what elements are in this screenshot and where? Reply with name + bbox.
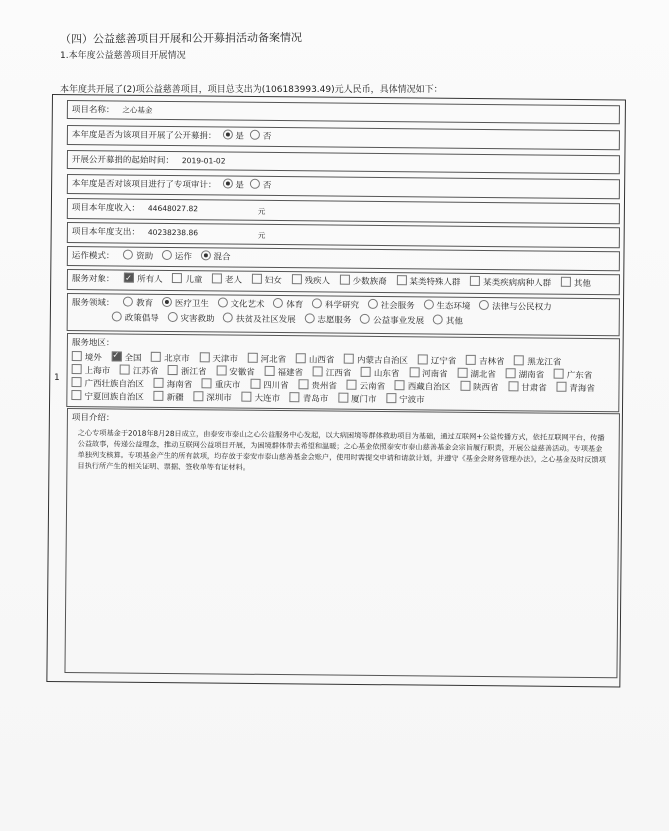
field-radio[interactable]	[218, 297, 228, 307]
region-option: 全国	[124, 353, 142, 364]
fundraising-no-radio[interactable]	[250, 130, 260, 140]
project-name-label: 项目名称：	[71, 105, 115, 116]
field-option: 扶贫及社区发展	[236, 314, 296, 326]
expense-label: 项目本年度支出：	[71, 227, 140, 238]
region-checkbox[interactable]	[168, 365, 178, 375]
region-checkbox[interactable]	[313, 366, 323, 376]
region-option: 河北省	[260, 354, 287, 366]
region-option: 贵州省	[311, 381, 337, 392]
region-option: 北京市	[164, 353, 190, 365]
field-radio[interactable]	[423, 299, 433, 309]
region-option: 青岛市	[302, 394, 329, 405]
mode-mixed-label: 混合	[213, 252, 231, 263]
project-intro-row	[64, 408, 620, 678]
field-option: 志愿服务	[317, 315, 352, 326]
service-field-row	[67, 293, 620, 336]
region-checkbox[interactable]	[248, 353, 258, 363]
mode-operate-label: 运作	[174, 252, 192, 263]
region-option: 山东省	[373, 368, 400, 380]
region-option: 广西壮族自治区	[84, 379, 145, 390]
service-all-checkbox[interactable]	[124, 273, 134, 283]
income-unit: 元	[257, 206, 266, 216]
region-checkbox[interactable]	[154, 391, 164, 401]
public-fundraising-label: 本年度是否为该项目开展了公开募捐：	[71, 130, 217, 142]
service-disease-checkbox[interactable]	[470, 276, 480, 286]
region-option: 云南省	[359, 381, 386, 393]
region-option: 广东省	[566, 370, 593, 382]
region-option: 宁夏回族自治区	[84, 392, 144, 403]
region-checkbox[interactable]	[395, 380, 405, 390]
region-checkbox[interactable]	[556, 382, 566, 392]
region-checkbox[interactable]	[347, 380, 357, 390]
region-checkbox[interactable]	[72, 364, 82, 374]
region-checkbox[interactable]	[409, 367, 419, 377]
region-checkbox[interactable]	[386, 393, 396, 403]
expense-unit: 元	[257, 230, 266, 240]
field-option: 灾害救助	[180, 314, 215, 325]
fundraising-no-label: 否	[262, 131, 272, 142]
region-checkbox[interactable]	[508, 381, 518, 391]
row-index: 1	[54, 373, 60, 383]
region-option: 江苏省	[132, 366, 159, 377]
region-option: 境外	[84, 353, 102, 364]
field-radio[interactable]	[433, 315, 443, 325]
region-checkbox[interactable]	[554, 369, 564, 379]
region-option: 河南省	[422, 369, 448, 380]
region-checkbox[interactable]	[72, 351, 82, 361]
region-option: 海南省	[166, 379, 193, 391]
intro-label: 项目介绍：	[71, 413, 115, 424]
fundraising-yes-radio[interactable]	[222, 129, 232, 139]
field-option: 教育	[136, 298, 154, 309]
field-option: 公益事业发展	[373, 315, 425, 327]
service-minority-checkbox[interactable]	[340, 275, 350, 285]
service-option: 残疾人	[304, 276, 331, 287]
field-option: 法律与公民权力	[492, 302, 552, 313]
region-option: 福建省	[277, 368, 304, 379]
region-option: 黑龙江省	[527, 357, 562, 368]
service-option: 少数族裔	[352, 276, 387, 288]
service-option: 某类疾病病种人群	[483, 277, 552, 289]
region-checkbox[interactable]	[71, 390, 81, 400]
region-option: 青海省	[569, 383, 596, 395]
region-option: 厦门市	[350, 394, 377, 405]
field-radio[interactable]	[223, 313, 233, 323]
region-checkbox[interactable]	[338, 393, 348, 403]
fundraising-yes-label: 是	[235, 131, 244, 142]
income-label: 项目本年度收入：	[71, 203, 140, 214]
service-other-checkbox[interactable]	[561, 277, 571, 287]
region-checkbox[interactable]	[290, 392, 300, 402]
region-option: 宁波市	[399, 395, 425, 406]
mode-operate-radio[interactable]	[162, 250, 172, 260]
region-option: 江西省	[325, 368, 352, 379]
field-radio[interactable]	[312, 298, 322, 308]
region-option: 辽宁省	[430, 356, 457, 367]
start-time-value: 2019-01-02	[181, 156, 226, 166]
region-option: 陕西省	[472, 382, 499, 394]
field-label: 服务领域：	[71, 298, 115, 309]
region-checkbox[interactable]	[250, 379, 260, 389]
service-label: 服务对象：	[71, 274, 115, 285]
service-women-checkbox[interactable]	[252, 274, 262, 284]
region-checkbox[interactable]	[296, 353, 306, 363]
region-option: 内蒙古自治区	[357, 355, 409, 367]
region-option: 重庆市	[214, 380, 241, 391]
region-option: 大连市	[254, 393, 281, 405]
region-checkbox[interactable]	[344, 354, 354, 364]
region-option: 湖南省	[518, 370, 545, 381]
service-option: 妇女	[264, 275, 282, 287]
region-checkbox[interactable]	[71, 377, 81, 387]
start-time-label: 开展公开募捐的起始时间：	[71, 155, 174, 167]
field-radio[interactable]	[273, 298, 283, 308]
region-option: 山西省	[308, 355, 335, 366]
region-checkbox[interactable]	[151, 352, 161, 362]
audit-yes-label: 是	[235, 180, 244, 191]
region-checkbox[interactable]	[457, 368, 467, 378]
region-option: 天津市	[212, 354, 238, 365]
region-national-checkbox[interactable]	[111, 351, 121, 361]
region-option: 深圳市	[206, 393, 232, 404]
field-option: 医疗卫生	[174, 299, 209, 310]
field-radio[interactable]	[112, 311, 122, 321]
project-name-value: 之心基金	[122, 105, 153, 115]
field-radio[interactable]	[368, 299, 378, 309]
field-option: 科学研究	[324, 300, 360, 311]
field-option: 社会服务	[380, 301, 415, 312]
region-checkbox[interactable]	[466, 355, 476, 365]
region-option: 吉林省	[478, 356, 505, 368]
region-checkbox[interactable]	[264, 366, 274, 376]
field-radio[interactable]	[167, 312, 177, 322]
audit-yes-radio[interactable]	[222, 178, 232, 188]
service-option: 其他	[573, 278, 591, 290]
field-option: 生态环境	[436, 301, 471, 312]
intro-text: 之心专项基金于2018年8月28日成立，由泰安市泰山之心公益服务中心发起，以大病困境等群体救助项目为基础，通过互联网+公益传播方式，依托互联网平台，传播公益故事，传递公益理念，推动互联网公益项目开展，为困境群体带去希望和温暖；之心基金依照泰安市泰山慈善基金会宗旨履行职责，开展公益慈善活动。专项基金单独列支核算。专项基金产生的所有款项，均存放于泰安市泰山慈善基金会账户，使用时需提交申请和请款计划，并遵守《基金会财务管理办法》，之心基金及时反馈项目执行所产生的相关证明、票据、签收单等有证材料。	[77, 428, 606, 472]
section-intro: 本年度共开展了(2)项公益慈善项目，项目总支出为(106183993.49)元人民币，具体情况如下：	[60, 85, 443, 95]
field-option: 其他	[445, 316, 463, 327]
field-radio[interactable]	[304, 313, 314, 323]
income-value: 44648027.82	[147, 203, 199, 214]
region-checkbox[interactable]	[298, 379, 308, 389]
region-checkbox[interactable]	[193, 391, 203, 401]
field-radio[interactable]	[123, 297, 133, 307]
service-option: 老人	[225, 275, 243, 286]
mode-grant-label: 资助	[136, 251, 154, 262]
service-elderly-checkbox[interactable]	[212, 273, 222, 283]
section-title: （四）公益慈善项目开展和公开募捐活动备案情况	[59, 31, 303, 46]
service-children-checkbox[interactable]	[172, 273, 182, 283]
service-region-row	[66, 333, 620, 412]
region-option: 西藏自治区	[407, 382, 451, 393]
field-option: 体育	[286, 300, 304, 311]
region-option: 浙江省	[181, 367, 207, 378]
region-checkbox[interactable]	[514, 355, 524, 365]
region-checkbox[interactable]	[506, 368, 516, 378]
region-checkbox[interactable]	[120, 365, 130, 375]
audit-no-radio[interactable]	[250, 179, 260, 189]
service-option: 儿童	[185, 275, 203, 286]
service-option: 所有人	[137, 274, 163, 285]
region-option: 上海市	[84, 366, 111, 377]
region-checkbox[interactable]	[460, 381, 470, 391]
region-checkbox[interactable]	[202, 378, 212, 388]
mode-grant-radio[interactable]	[123, 250, 133, 260]
expense-value: 40238238.86	[147, 227, 199, 238]
service-disabled-checkbox[interactable]	[291, 274, 301, 284]
service-special-checkbox[interactable]	[396, 275, 406, 285]
region-option: 甘肃省	[521, 383, 547, 394]
field-option: 文化艺术	[230, 299, 265, 310]
field-option: 政策倡导	[124, 313, 159, 324]
region-checkbox[interactable]	[154, 378, 164, 388]
region-option: 湖北省	[470, 369, 496, 381]
region-checkbox[interactable]	[242, 392, 252, 402]
audit-no-label: 否	[262, 180, 272, 191]
audit-label: 本年度是否对该项目进行了专项审计：	[71, 179, 217, 191]
field-radio-medical[interactable]	[162, 297, 172, 307]
region-label: 服务地区：	[71, 338, 115, 349]
region-option: 四川省	[263, 380, 289, 392]
region-option: 新疆	[166, 392, 184, 404]
section-subtitle: 1.本年度公益慈善项目开展情况	[60, 51, 186, 61]
service-option: 某类特殊人群	[409, 277, 461, 288]
field-radio[interactable]	[479, 300, 489, 310]
region-checkbox[interactable]	[361, 367, 371, 377]
region-checkbox[interactable]	[418, 354, 428, 364]
region-checkbox[interactable]	[216, 365, 226, 375]
region-checkbox[interactable]	[199, 352, 209, 362]
region-option: 安徽省	[229, 367, 255, 378]
field-radio[interactable]	[360, 314, 370, 324]
mode-mixed-radio[interactable]	[201, 250, 211, 260]
mode-label: 运作模式：	[71, 251, 115, 262]
